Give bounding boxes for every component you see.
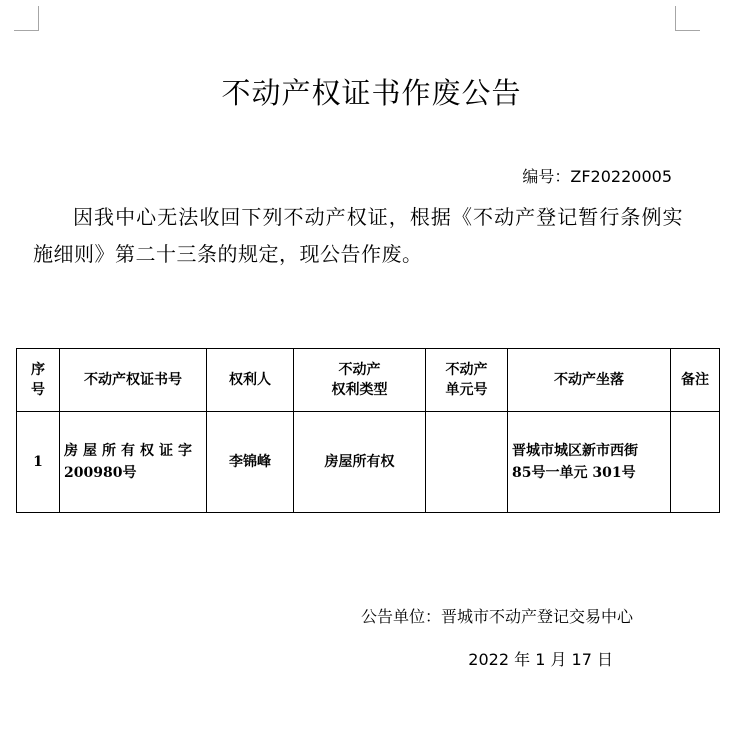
header-unit-no-line2: 单元号 xyxy=(445,382,488,398)
table-header-row xyxy=(17,349,720,412)
table-row xyxy=(17,412,720,513)
cell-unit-no xyxy=(426,412,508,513)
cell-right-type: 房屋所有权 xyxy=(294,412,426,513)
document-number xyxy=(522,166,672,188)
cell-location xyxy=(508,412,671,513)
intro-paragraph: 因我中心无法收回下列不动产权证，根据《不动产登记暂行条例实施细则》第二十三条的规定，现公告作废。 xyxy=(33,205,683,266)
issuing-unit-label: 公告单位： xyxy=(360,607,441,626)
issuing-unit-name: 晋城市不动产登记交易中心 xyxy=(440,607,633,626)
header-right-type-line1: 不动产 xyxy=(338,362,381,378)
header-unit-no xyxy=(426,349,508,412)
header-seq-line2: 号 xyxy=(31,382,45,398)
page-corner-mark-top-right xyxy=(675,6,700,31)
header-location: 不动产坐落 xyxy=(508,349,671,412)
document-number-label: 编号： xyxy=(522,167,571,186)
cell-cert-no-line1: 房屋所有权证字 xyxy=(64,443,197,459)
issuing-unit xyxy=(361,606,633,628)
header-cert-no: 不动产权证书号 xyxy=(60,349,207,412)
header-right-type-line2: 权利类型 xyxy=(331,382,388,398)
header-remarks: 备注 xyxy=(671,349,720,412)
document-title: 不动产权证书作废公告 xyxy=(221,76,522,110)
cell-location-line2: 85号一单元 301号 xyxy=(512,465,636,481)
header-seq xyxy=(17,349,60,412)
header-right-type xyxy=(294,349,426,412)
cell-seq: 1 xyxy=(17,412,60,513)
header-holder: 权利人 xyxy=(207,349,294,412)
cell-remarks xyxy=(671,412,720,513)
issue-date: 2022 年 1 月 17 日 xyxy=(468,650,613,669)
cell-cert-no-line2: 200980号 xyxy=(64,465,137,481)
cell-holder: 李锦峰 xyxy=(207,412,294,513)
header-seq-line1: 序 xyxy=(31,362,45,378)
void-certificate-table xyxy=(16,348,720,513)
page-corner-mark-top-left xyxy=(14,6,39,31)
document-number-value: ZF20220005 xyxy=(570,167,672,186)
cell-location-line1: 晋城市城区新市西街 xyxy=(512,443,638,459)
header-unit-no-line1: 不动产 xyxy=(445,362,488,378)
cell-cert-no xyxy=(60,412,207,513)
